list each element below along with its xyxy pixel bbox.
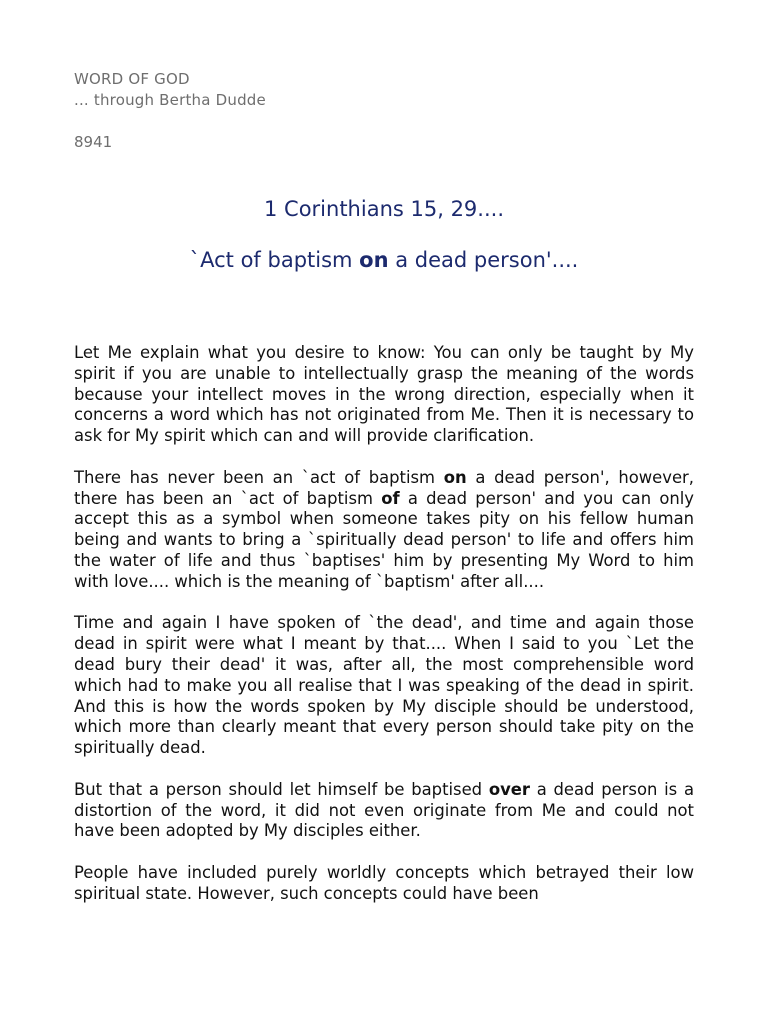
paragraph-2-bold-of: of bbox=[381, 488, 400, 508]
paragraph-4-part-c: a dead person is a distortion of the word, it did not even originate from Me and could not have been adopted by My disciples either. bbox=[74, 779, 694, 841]
body-text bbox=[74, 343, 694, 925]
paragraph-2-bold-on: on bbox=[443, 467, 467, 487]
paragraph-2-part-a: There has never been an `act of baptism bbox=[74, 467, 444, 487]
paragraph-4 bbox=[74, 780, 694, 842]
paragraph-2 bbox=[74, 468, 694, 593]
document-title bbox=[0, 246, 768, 274]
title-text-bold: on bbox=[359, 248, 389, 272]
paragraph-3: Time and again I have spoken of `the dead', and time and again those dead in spirit were what I meant by that.... When I said to you `Let the dead bury their dead' it was, after all, the most comprehensible word which had to make you all realise that I was speaking of the dead in spirit. And this is how the words spoken by My disciple should be understood, which more than clearly meant that every person should take pity on the spiritually dead. bbox=[74, 613, 694, 758]
paragraph-2-part-e: a dead person' and you can only accept this as a symbol when someone takes pity on his fellow human being and wants to bring a `spiritually dead person' to life and offers him the water of life and thus `baptises' him by presenting My Word to him with love.... which is the meaning of `baptism' after all.... bbox=[74, 488, 694, 591]
author-line: ... through Bertha Dudde bbox=[74, 91, 266, 109]
paragraph-5: People have included purely worldly concepts which betrayed their low spiritual state. However, such concepts could have been bbox=[74, 862, 694, 903]
paragraph-1: Let Me explain what you desire to know: You can only be taught by My spirit if you are unable to intellectually grasp the meaning of the words because your intellect moves in the wrong direction, especially when it concerns a word which has not originated from Me. Then it is necessary to ask for My spirit which can and will provide clarification. bbox=[74, 343, 694, 446]
scripture-reference: 1 Corinthians 15, 29.... bbox=[264, 197, 504, 221]
paragraph-4-bold-over: over bbox=[488, 779, 530, 799]
title-text-post: a dead person'.... bbox=[388, 248, 579, 272]
series-title: WORD OF GOD bbox=[74, 70, 190, 88]
paragraph-4-part-a: But that a person should let himself be baptised bbox=[74, 779, 489, 799]
document-header bbox=[74, 69, 266, 111]
paragraph-2-part-c: a dead person', however, there has been an `act of baptism bbox=[74, 467, 694, 508]
title-text-pre: `Act of baptism bbox=[189, 248, 360, 272]
document-number: 8941 bbox=[74, 133, 113, 151]
